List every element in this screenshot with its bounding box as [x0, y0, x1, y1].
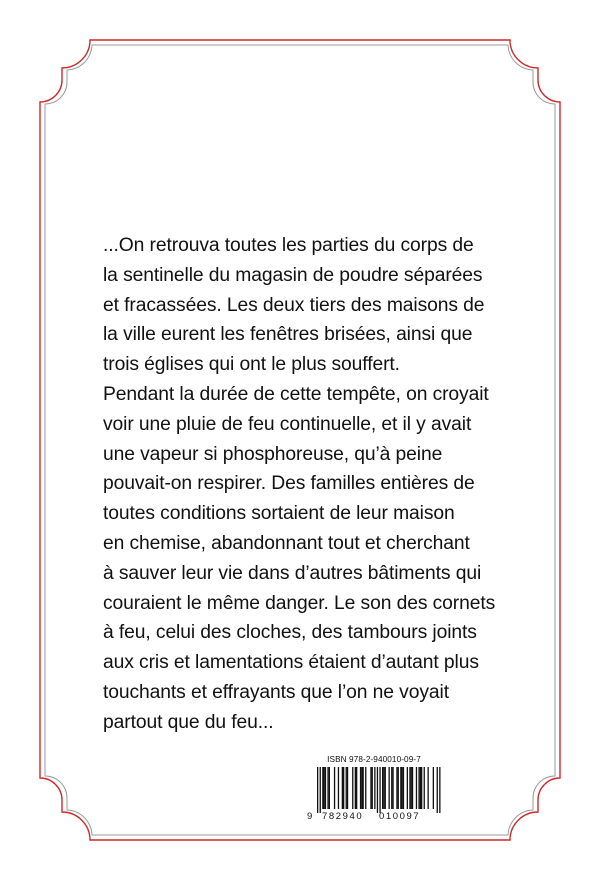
barcode-bar — [372, 767, 373, 809]
barcode-bar — [403, 767, 404, 809]
barcode-bar — [356, 767, 357, 809]
isbn-label: ISBN 978-2-940010-09-7 — [327, 755, 421, 764]
barcode-bar — [379, 767, 380, 813]
excerpt-line: une vapeur si phosphoreuse, qu’à peine — [103, 443, 443, 465]
barcode-bar — [361, 767, 362, 809]
barcode-bar — [420, 767, 421, 809]
excerpt-line: pouvait-on respirer. Des familles entières de — [103, 473, 475, 495]
barcode-bar — [392, 767, 393, 809]
barcode-bar — [363, 767, 364, 809]
barcode-bar — [325, 767, 326, 809]
barcode-bar — [396, 767, 397, 809]
barcode-bar — [327, 767, 328, 809]
barcode-bar — [385, 767, 386, 809]
excerpt-line: à sauver leur vie dans d’autres bâtiments qui — [103, 562, 482, 584]
barcode-bar — [334, 767, 335, 809]
barcode-bar — [355, 767, 356, 809]
barcode-bar — [428, 767, 429, 809]
excerpt-line: la ville eurent les fenêtres brisées, ainsi que — [103, 324, 473, 346]
barcode-bar — [320, 767, 321, 813]
barcode-bar — [400, 767, 401, 809]
excerpt-line: couraient le même danger. Le son des cornets — [103, 592, 496, 614]
barcode-digits-right: 010097 — [379, 811, 421, 822]
barcode-bar — [338, 767, 339, 809]
barcode-bar — [391, 767, 392, 809]
excerpt-line: aux cris et lamentations étaient d’autant plus — [103, 652, 479, 674]
barcode-bar — [365, 767, 366, 809]
barcode-bar — [411, 767, 412, 809]
barcode-bar — [437, 767, 438, 813]
barcode-bar — [421, 767, 422, 809]
barcode-bar — [383, 767, 384, 809]
excerpt-line: voir une pluie de feu continuelle, et il y avait — [103, 413, 472, 435]
barcode-bar — [374, 767, 375, 809]
excerpt-line: partout que du feu... — [103, 711, 274, 733]
barcode-bar — [343, 767, 344, 809]
excerpt-line: Pendant la durée de cette tempête, on croyait — [103, 383, 489, 405]
excerpt-line: toutes conditions sortaient de leur maison — [103, 503, 455, 525]
barcode-bar — [347, 767, 348, 809]
barcode-bar — [317, 767, 318, 813]
barcode-bar — [409, 767, 410, 809]
barcode-bar — [416, 767, 417, 809]
barcode-bar — [407, 767, 408, 809]
excerpt-line: la sentinelle du magasin de poudre séparées — [103, 264, 483, 286]
excerpt-line: touchants et effrayants que l’on ne voyait — [103, 681, 449, 703]
barcode-bar — [322, 767, 323, 809]
barcode-bar — [433, 767, 434, 809]
barcode-bar — [360, 767, 361, 809]
barcode-bar — [370, 767, 371, 809]
barcode-bar — [352, 767, 353, 809]
barcode-bar — [418, 767, 419, 809]
excerpt-line: à feu, celui des cloches, des tambours joints — [103, 622, 477, 644]
barcode-bar — [329, 767, 330, 809]
barcode-bar — [377, 767, 378, 813]
isbn-barcode — [305, 755, 443, 823]
excerpt-line: en chemise, abandonnant tout et cherchant — [103, 532, 470, 554]
barcode-bar — [412, 767, 413, 809]
excerpt-line: ...On retrouva toutes les parties du corps de — [103, 235, 474, 256]
barcode-bar — [398, 767, 399, 809]
barcode-bar — [389, 767, 390, 809]
barcode-bar — [346, 767, 347, 809]
barcode-bar — [424, 767, 425, 809]
barcode-bar — [439, 767, 440, 813]
excerpt-line: et fracassées. Les deux tiers des maisons de — [103, 294, 485, 316]
back-cover-excerpt — [103, 231, 543, 738]
barcode-bar — [382, 767, 383, 809]
barcode-bars — [305, 767, 443, 813]
excerpt-line: trois églises qui ont le plus souffert. — [103, 354, 400, 376]
barcode-bar — [324, 767, 325, 809]
barcode-bar — [342, 767, 343, 809]
barcode-digits-left: 782940 — [322, 811, 364, 822]
barcode-bar — [402, 767, 403, 809]
barcode-digit-lead: 9 — [307, 811, 313, 822]
